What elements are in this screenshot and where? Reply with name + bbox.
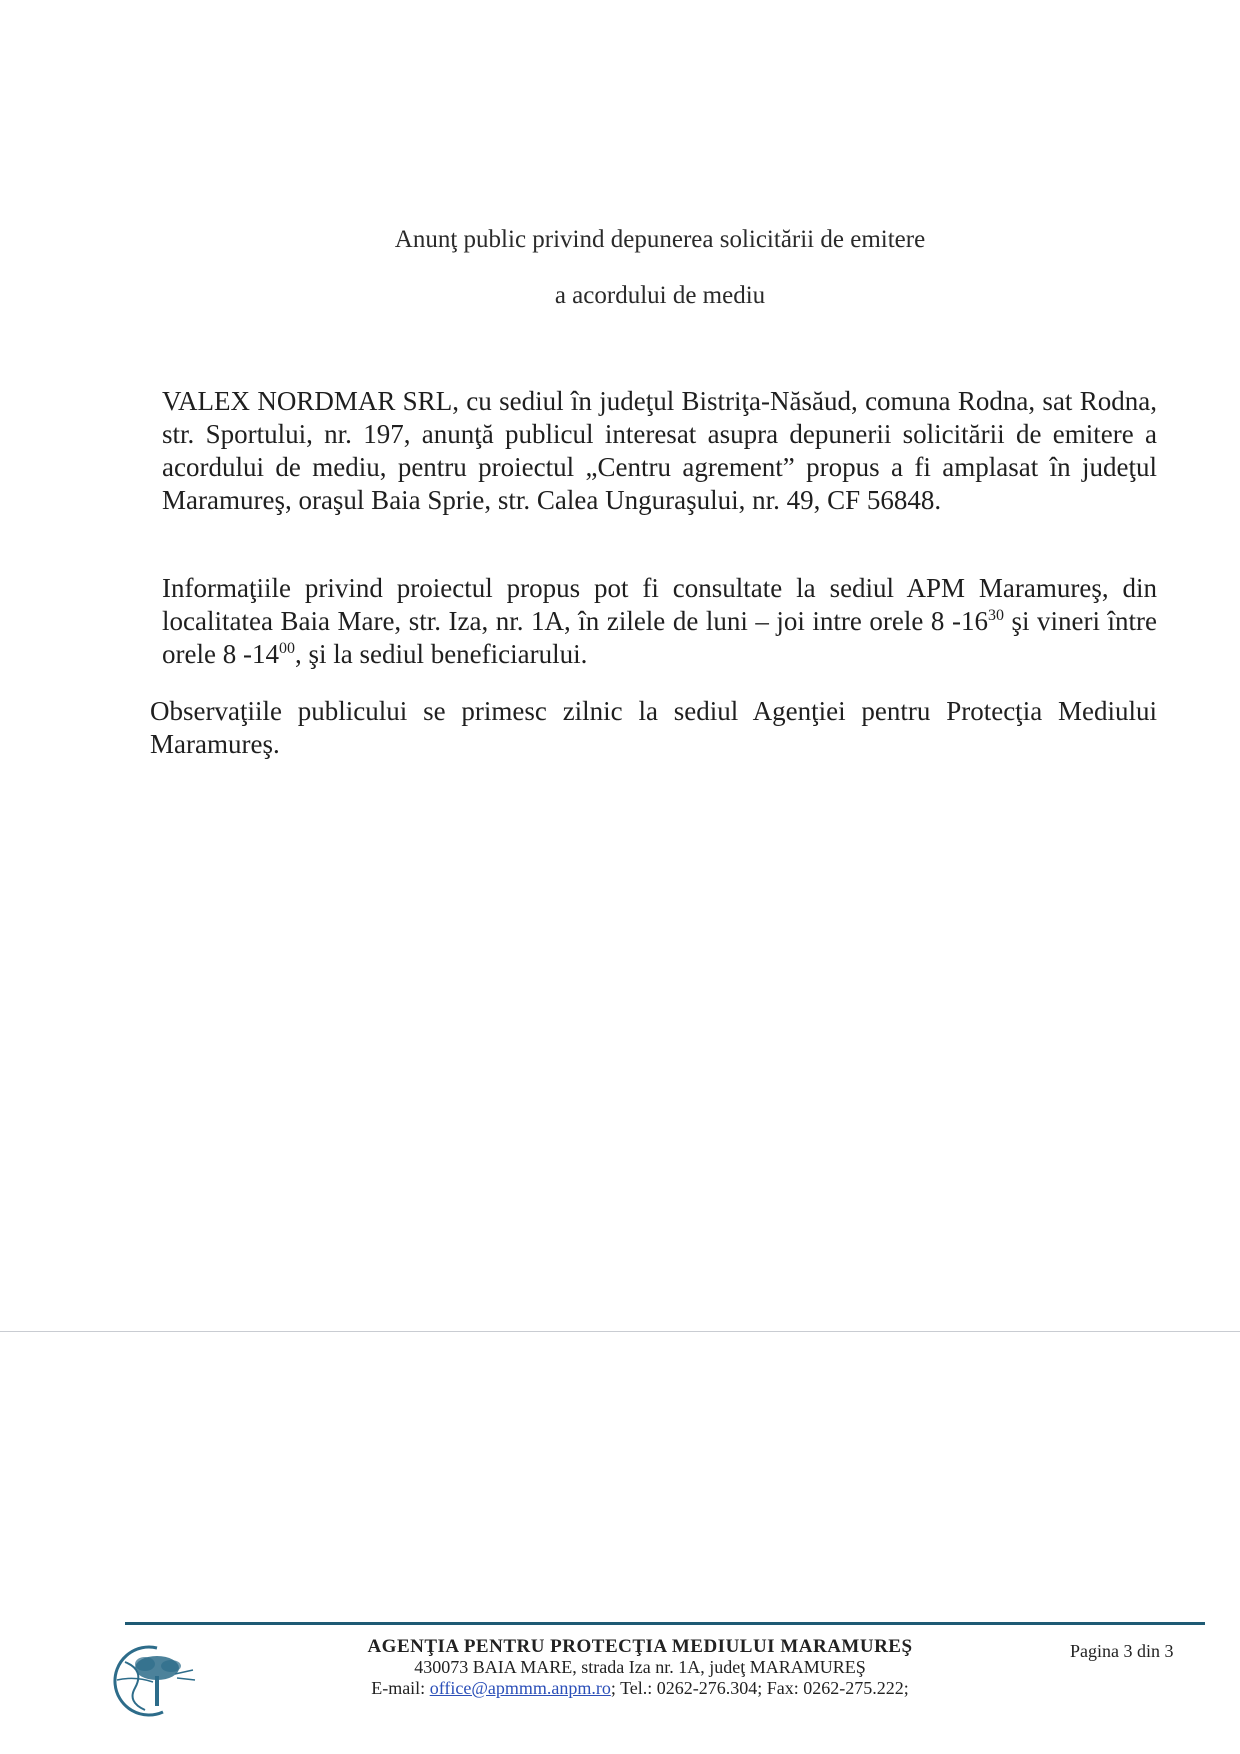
page-number: Pagina 3 din 3 bbox=[1070, 1641, 1174, 1661]
phone-fax: ; Tel.: 0262-276.304; Fax: 0262-275.222; bbox=[610, 1678, 909, 1698]
agency-name: AGENŢIA PENTRU PROTECŢIA MEDIULUI MARAMUREŞ bbox=[367, 1636, 913, 1657]
public-observations-paragraph: Observaţiile publicului se primesc zilnic la sediul Agenţiei pentru Protecţia Mediului Maramureş. bbox=[150, 696, 1157, 759]
notice-title-line1: Anunţ public privind depunerea solicitării de emitere bbox=[394, 226, 926, 253]
email-link[interactable]: office@apmmm.anpm.ro bbox=[429, 1678, 611, 1698]
email-label: E-mail: bbox=[371, 1678, 426, 1698]
consultation-text-part3: , şi la sediul beneficiarului. bbox=[294, 639, 588, 669]
globe-tree-icon bbox=[105, 1640, 200, 1720]
scan-divider-line bbox=[0, 1331, 1240, 1332]
company-announcement-paragraph: VALEX NORDMAR SRL, cu sediul în judeţul Bistriţa-Năsăud, comuna Rodna, sat Rodna, str. Sportului, nr. 197, anunţă publicul interesat asupra depunerii solicitării de emitere a acordului de mediu, pentru proiectul „Centru agrement” propus a fi amplasat în judeţul Maramureş, oraşul Baia Sprie, str. Calea Unguraşului, nr. 49, CF 56848. bbox=[162, 386, 1157, 515]
time-superscript-2: 00 bbox=[278, 640, 295, 657]
agency-contact bbox=[280, 1678, 1000, 1699]
consultation-text-part2: şi vineri între orele 8 -14 bbox=[162, 606, 1158, 669]
notice-title-line2: a acordului de mediu bbox=[554, 282, 766, 309]
footer-rule bbox=[125, 1622, 1205, 1625]
consultation-info-paragraph bbox=[162, 572, 1157, 671]
footer-agency-info bbox=[280, 1636, 1000, 1699]
time-superscript-1: 30 bbox=[987, 607, 1004, 624]
consultation-text-part1: Informaţiile privind proiectul propus pot fi consultate la sediul APM Maramureş, din localitatea Baia Mare, str. Iza, nr. 1A, în zilele de luni – joi intre orele 8 -16 bbox=[162, 573, 1157, 636]
agency-address: 430073 BAIA MARE, strada Iza nr. 1A, judeţ MARAMUREŞ bbox=[414, 1657, 866, 1677]
